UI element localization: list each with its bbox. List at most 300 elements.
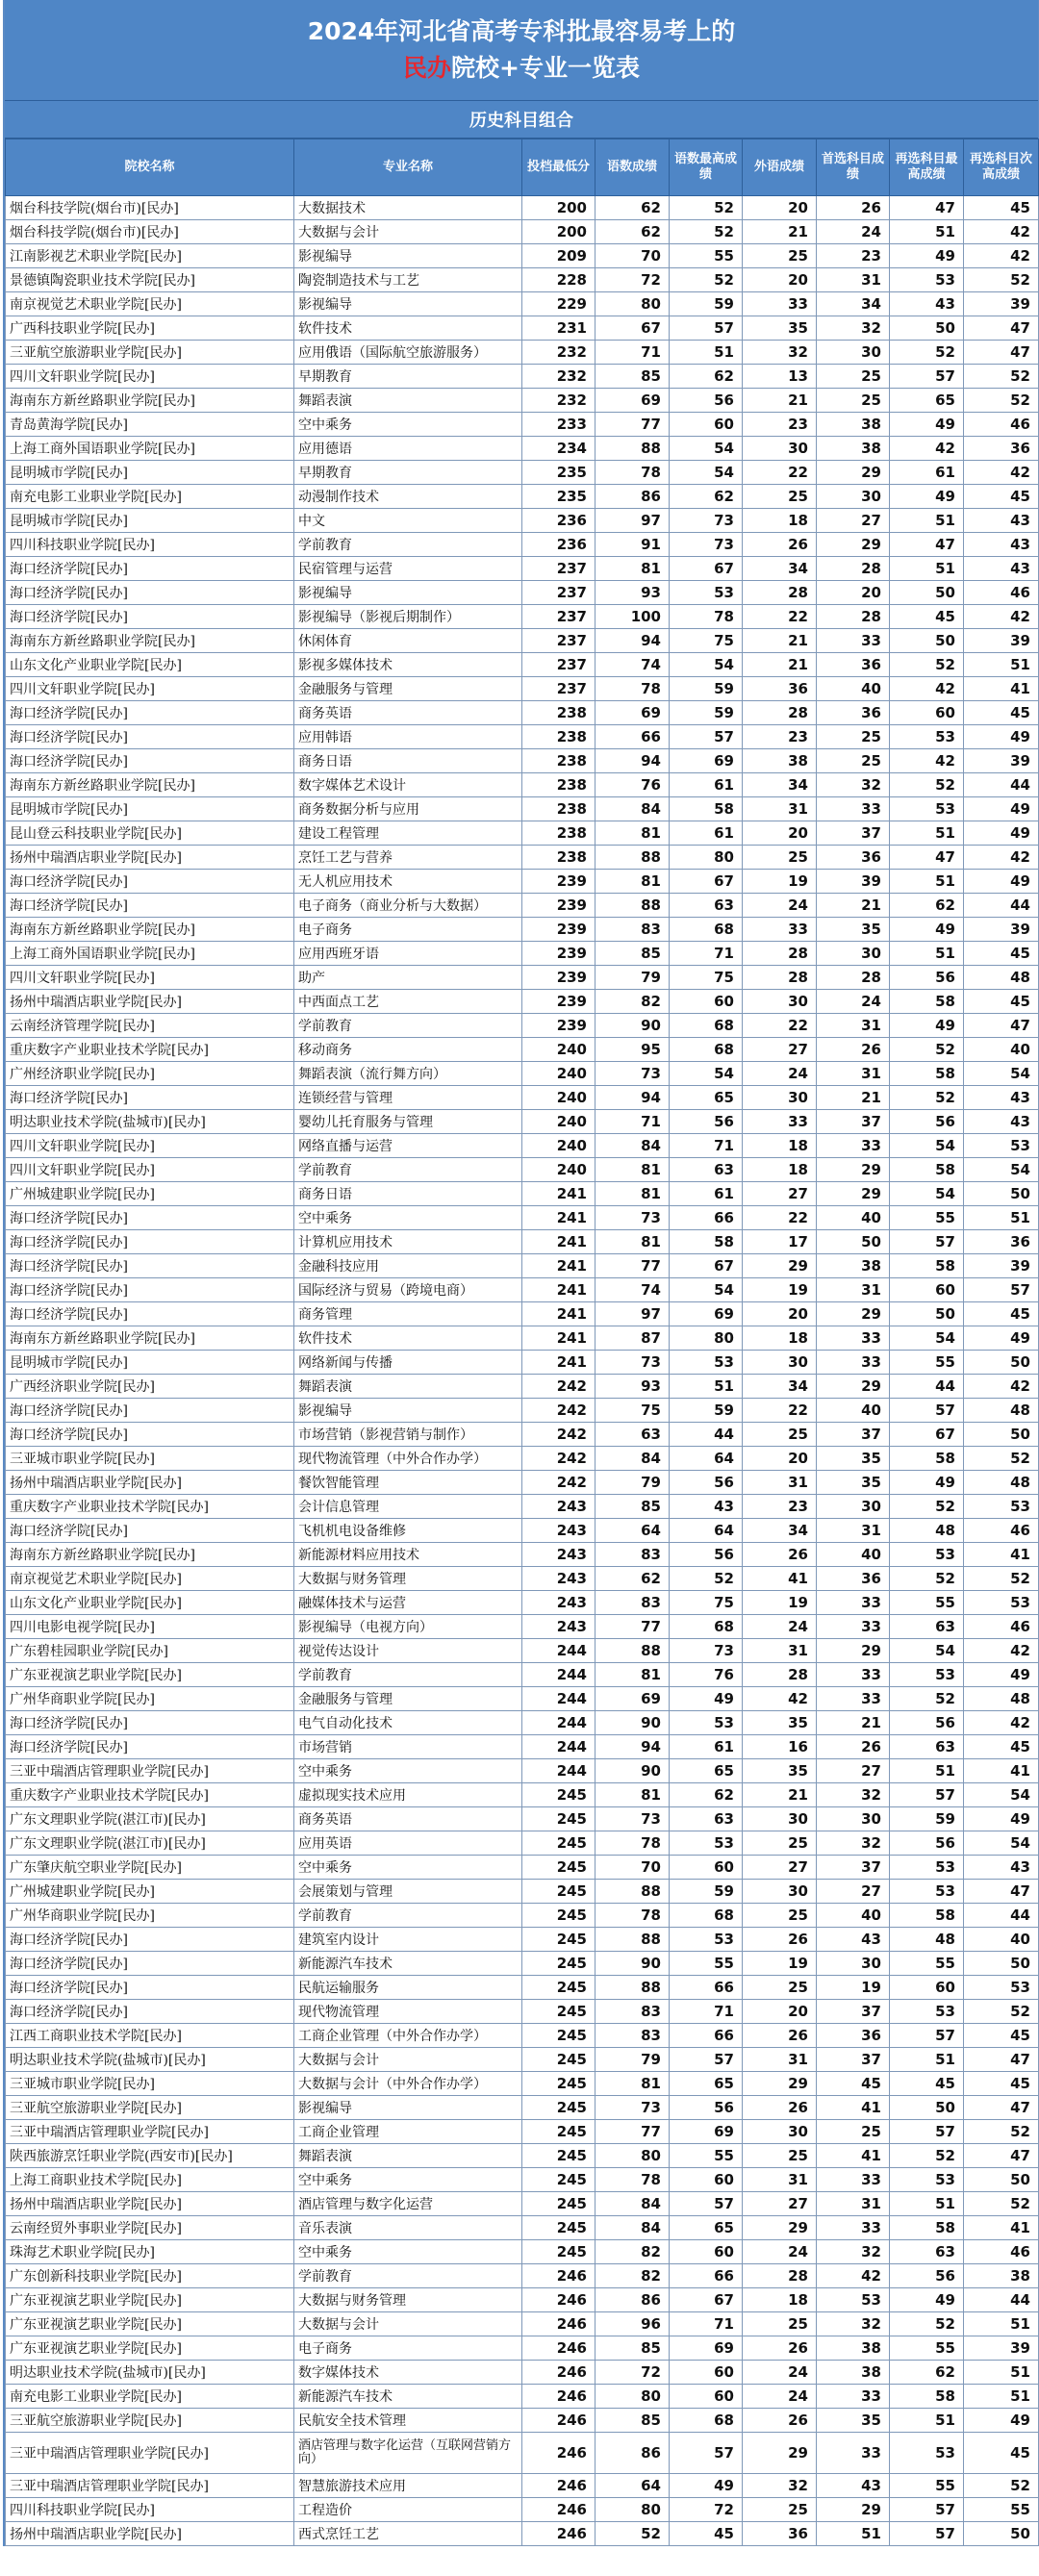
first-subject-cell: 42 [817, 2264, 890, 2288]
foreign-language-cell: 22 [743, 1014, 817, 1038]
major-cell: 电气自动化技术 [294, 1711, 522, 1735]
table-row [6, 1976, 1039, 2000]
first-subject-cell: 24 [817, 990, 890, 1014]
elective-max-cell: 62 [890, 2361, 964, 2385]
table-row [6, 1687, 1039, 1711]
table-row [6, 2433, 1039, 2474]
foreign-language-cell: 20 [743, 821, 817, 846]
foreign-language-cell: 22 [743, 605, 817, 629]
chinese-math-max-cell: 53 [670, 1711, 743, 1735]
table-row [6, 2312, 1039, 2336]
elective-second-cell: 53 [964, 1134, 1039, 1158]
first-subject-cell: 31 [817, 1062, 890, 1086]
foreign-language-cell: 30 [743, 1880, 817, 1904]
elective-second-cell: 48 [964, 1687, 1039, 1711]
major-cell: 市场营销（影视营销与制作） [294, 1423, 522, 1447]
elective-second-cell: 45 [964, 2433, 1039, 2474]
foreign-language-cell: 31 [743, 1639, 817, 1663]
chinese-math-cell: 73 [596, 1206, 670, 1230]
foreign-language-cell: 30 [743, 2120, 817, 2144]
foreign-language-cell: 31 [743, 1471, 817, 1495]
foreign-language-cell: 22 [743, 1399, 817, 1423]
first-subject-cell: 33 [817, 2433, 890, 2474]
table-row [6, 2120, 1039, 2144]
elective-max-cell: 42 [890, 749, 964, 773]
foreign-language-cell: 25 [743, 2498, 817, 2522]
elective-second-cell: 47 [964, 2144, 1039, 2168]
chinese-math-max-cell: 60 [670, 990, 743, 1014]
first-subject-cell: 33 [817, 2168, 890, 2192]
foreign-language-cell: 18 [743, 509, 817, 533]
major-cell: 计算机应用技术 [294, 1230, 522, 1254]
school-cell: 广东肇庆航空职业学院[民办] [6, 1856, 294, 1880]
elective-second-cell: 41 [964, 677, 1039, 701]
first-subject-cell: 43 [817, 2474, 890, 2498]
major-cell: 学前教育 [294, 1904, 522, 1928]
table-row [6, 2048, 1039, 2072]
table-row [6, 2409, 1039, 2433]
foreign-language-cell: 27 [743, 1038, 817, 1062]
elective-second-cell: 48 [964, 1399, 1039, 1423]
chinese-math-max-cell: 68 [670, 1615, 743, 1639]
elective-second-cell: 49 [964, 725, 1039, 749]
major-cell: 新能源汽车技术 [294, 2385, 522, 2409]
school-cell: 海口经济学院[民办] [6, 1302, 294, 1326]
min-score-cell: 237 [522, 629, 596, 653]
elective-second-cell: 51 [964, 2361, 1039, 2385]
school-cell: 明达职业技术学院(盐城市)[民办] [6, 2361, 294, 2385]
table-row [6, 268, 1039, 292]
elective-max-cell: 42 [890, 677, 964, 701]
min-score-cell: 235 [522, 485, 596, 509]
chinese-math-max-cell: 75 [670, 966, 743, 990]
min-score-cell: 235 [522, 461, 596, 485]
min-score-cell: 245 [522, 2048, 596, 2072]
chinese-math-max-cell: 56 [670, 389, 743, 413]
chinese-math-cell: 94 [596, 749, 670, 773]
min-score-cell: 243 [522, 1567, 596, 1591]
foreign-language-cell: 24 [743, 2385, 817, 2409]
elective-second-cell: 54 [964, 1158, 1039, 1182]
major-cell: 西式烹饪工艺 [294, 2522, 522, 2546]
school-cell: 三亚中瑞酒店管理职业学院[民办] [6, 1759, 294, 1783]
elective-second-cell: 52 [964, 1447, 1039, 1471]
elective-second-cell: 47 [964, 1880, 1039, 1904]
chinese-math-cell: 85 [596, 2409, 670, 2433]
elective-max-cell: 51 [890, 509, 964, 533]
table-row [6, 2288, 1039, 2312]
school-cell: 四川文轩职业学院[民办] [6, 1158, 294, 1182]
first-subject-cell: 53 [817, 2288, 890, 2312]
elective-second-cell: 45 [964, 942, 1039, 966]
first-subject-cell: 36 [817, 846, 890, 870]
first-subject-cell: 26 [817, 1038, 890, 1062]
elective-max-cell: 49 [890, 918, 964, 942]
elective-max-cell: 63 [890, 1615, 964, 1639]
first-subject-cell: 29 [817, 1375, 890, 1399]
chinese-math-max-cell: 67 [670, 870, 743, 894]
foreign-language-cell: 36 [743, 677, 817, 701]
min-score-cell: 200 [522, 196, 596, 220]
elective-second-cell: 39 [964, 629, 1039, 653]
min-score-cell: 239 [522, 1014, 596, 1038]
chinese-math-cell: 81 [596, 1230, 670, 1254]
min-score-cell: 238 [522, 749, 596, 773]
table-row [6, 1519, 1039, 1543]
major-cell: 影视编导 [294, 581, 522, 605]
chinese-math-cell: 91 [596, 533, 670, 557]
foreign-language-cell: 41 [743, 1567, 817, 1591]
min-score-cell: 238 [522, 773, 596, 797]
major-cell: 早期教育 [294, 461, 522, 485]
table-row [6, 1230, 1039, 1254]
min-score-cell: 246 [522, 2312, 596, 2336]
foreign-language-cell: 25 [743, 244, 817, 268]
table-row [6, 1278, 1039, 1302]
min-score-cell: 237 [522, 557, 596, 581]
chinese-math-cell: 83 [596, 1591, 670, 1615]
min-score-cell: 246 [522, 2264, 596, 2288]
elective-second-cell: 41 [964, 2216, 1039, 2240]
first-subject-cell: 37 [817, 2000, 890, 2024]
major-cell: 休闲体育 [294, 629, 522, 653]
elective-max-cell: 52 [890, 1038, 964, 1062]
school-cell: 广东文理职业学院(湛江市)[民办] [6, 1831, 294, 1856]
foreign-language-cell: 32 [743, 341, 817, 365]
school-cell: 海口经济学院[民办] [6, 1423, 294, 1447]
major-cell: 影视编导（影视后期制作） [294, 605, 522, 629]
first-subject-cell: 31 [817, 1278, 890, 1302]
first-subject-cell: 32 [817, 316, 890, 341]
table-row [6, 2361, 1039, 2385]
min-score-cell: 241 [522, 1278, 596, 1302]
chinese-math-cell: 64 [596, 2474, 670, 2498]
min-score-cell: 244 [522, 1639, 596, 1663]
major-cell: 学前教育 [294, 2264, 522, 2288]
foreign-language-cell: 33 [743, 292, 817, 316]
school-cell: 重庆数字产业职业技术学院[民办] [6, 1038, 294, 1062]
major-cell: 金融服务与管理 [294, 1687, 522, 1711]
min-score-cell: 245 [522, 1880, 596, 1904]
table-row [6, 1423, 1039, 1447]
elective-max-cell: 56 [890, 2264, 964, 2288]
first-subject-cell: 41 [817, 2096, 890, 2120]
school-cell: 海口经济学院[民办] [6, 1278, 294, 1302]
elective-second-cell: 43 [964, 557, 1039, 581]
table-row [6, 1880, 1039, 1904]
school-cell: 扬州中瑞酒店职业学院[民办] [6, 2192, 294, 2216]
chinese-math-max-cell: 69 [670, 2120, 743, 2144]
elective-second-cell: 49 [964, 2409, 1039, 2433]
school-cell: 海口经济学院[民办] [6, 749, 294, 773]
chinese-math-cell: 78 [596, 1831, 670, 1856]
chinese-math-max-cell: 60 [670, 2240, 743, 2264]
chinese-math-cell: 75 [596, 1399, 670, 1423]
elective-max-cell: 52 [890, 2144, 964, 2168]
school-cell: 广东亚视演艺职业学院[民办] [6, 1663, 294, 1687]
first-subject-cell: 35 [817, 2409, 890, 2433]
elective-max-cell: 54 [890, 1182, 964, 1206]
chinese-math-cell: 63 [596, 1423, 670, 1447]
school-cell: 上海工商外国语职业学院[民办] [6, 942, 294, 966]
first-subject-cell: 21 [817, 894, 890, 918]
first-subject-cell: 25 [817, 365, 890, 389]
min-score-cell: 246 [522, 2522, 596, 2546]
table-row [6, 1038, 1039, 1062]
elective-second-cell: 45 [964, 196, 1039, 220]
school-cell: 珠海艺术职业学院[民办] [6, 2240, 294, 2264]
chinese-math-max-cell: 53 [670, 1831, 743, 1856]
chinese-math-max-cell: 51 [670, 1375, 743, 1399]
major-cell: 电子商务 [294, 918, 522, 942]
table-row [6, 870, 1039, 894]
chinese-math-max-cell: 66 [670, 2024, 743, 2048]
table-row [6, 1928, 1039, 1952]
school-cell: 海口经济学院[民办] [6, 1928, 294, 1952]
foreign-language-cell: 25 [743, 1904, 817, 1928]
min-score-cell: 245 [522, 1856, 596, 1880]
min-score-cell: 246 [522, 2409, 596, 2433]
foreign-language-cell: 29 [743, 2433, 817, 2474]
chinese-math-cell: 78 [596, 2168, 670, 2192]
foreign-language-cell: 28 [743, 966, 817, 990]
table-row [6, 1351, 1039, 1375]
elective-max-cell: 53 [890, 1856, 964, 1880]
foreign-language-cell: 19 [743, 870, 817, 894]
min-score-cell: 232 [522, 365, 596, 389]
elective-second-cell: 52 [964, 389, 1039, 413]
elective-second-cell: 50 [964, 2522, 1039, 2546]
table-row [6, 316, 1039, 341]
table-row [6, 1567, 1039, 1591]
foreign-language-cell: 20 [743, 1447, 817, 1471]
elective-second-cell: 43 [964, 533, 1039, 557]
elective-second-cell: 42 [964, 1375, 1039, 1399]
table-row [6, 2240, 1039, 2264]
header-row [6, 139, 1039, 196]
school-cell: 南充电影工业职业学院[民办] [6, 485, 294, 509]
min-score-cell: 228 [522, 268, 596, 292]
elective-second-cell: 50 [964, 2168, 1039, 2192]
elective-max-cell: 52 [890, 653, 964, 677]
table-row [6, 461, 1039, 485]
chinese-math-max-cell: 69 [670, 1302, 743, 1326]
min-score-cell: 244 [522, 1687, 596, 1711]
table-row [6, 1952, 1039, 1976]
chinese-math-max-cell: 60 [670, 2168, 743, 2192]
chinese-math-cell: 66 [596, 725, 670, 749]
chinese-math-cell: 72 [596, 2361, 670, 2385]
elective-second-cell: 45 [964, 2072, 1039, 2096]
chinese-math-cell: 85 [596, 942, 670, 966]
foreign-language-cell: 16 [743, 1735, 817, 1759]
chinese-math-cell: 79 [596, 966, 670, 990]
major-cell: 数字媒体技术 [294, 2361, 522, 2385]
major-cell: 学前教育 [294, 1158, 522, 1182]
col-header-school: 院校名称 [6, 139, 294, 196]
foreign-language-cell: 23 [743, 725, 817, 749]
min-score-cell: 236 [522, 533, 596, 557]
major-cell: 连锁经营与管理 [294, 1086, 522, 1110]
min-score-cell: 240 [522, 1134, 596, 1158]
chinese-math-cell: 88 [596, 894, 670, 918]
table-row [6, 918, 1039, 942]
major-cell: 早期教育 [294, 365, 522, 389]
elective-second-cell: 45 [964, 2024, 1039, 2048]
school-cell: 南京视觉艺术职业学院[民办] [6, 1567, 294, 1591]
chinese-math-max-cell: 65 [670, 2072, 743, 2096]
chinese-math-max-cell: 54 [670, 653, 743, 677]
school-cell: 云南经贸外事职业学院[民办] [6, 2216, 294, 2240]
first-subject-cell: 29 [817, 1302, 890, 1326]
chinese-math-cell: 62 [596, 1567, 670, 1591]
school-cell: 海口经济学院[民办] [6, 1206, 294, 1230]
table-row [6, 2024, 1039, 2048]
chinese-math-max-cell: 61 [670, 773, 743, 797]
elective-second-cell: 47 [964, 1014, 1039, 1038]
elective-max-cell: 57 [890, 2522, 964, 2546]
elective-max-cell: 45 [890, 605, 964, 629]
school-cell: 扬州中瑞酒店职业学院[民办] [6, 990, 294, 1014]
elective-second-cell: 49 [964, 1807, 1039, 1831]
major-cell: 建设工程管理 [294, 821, 522, 846]
chinese-math-max-cell: 71 [670, 942, 743, 966]
table-row [6, 1158, 1039, 1182]
school-cell: 海口经济学院[民办] [6, 1952, 294, 1976]
elective-max-cell: 50 [890, 2096, 964, 2120]
school-cell: 海口经济学院[民办] [6, 701, 294, 725]
foreign-language-cell: 34 [743, 557, 817, 581]
chinese-math-cell: 83 [596, 2024, 670, 2048]
elective-second-cell: 39 [964, 2336, 1039, 2361]
first-subject-cell: 36 [817, 701, 890, 725]
first-subject-cell: 29 [817, 461, 890, 485]
chinese-math-cell: 77 [596, 1615, 670, 1639]
min-score-cell: 237 [522, 581, 596, 605]
min-score-cell: 245 [522, 1783, 596, 1807]
chinese-math-cell: 84 [596, 1447, 670, 1471]
major-cell: 餐饮智能管理 [294, 1471, 522, 1495]
score-sheet [3, 0, 1039, 2546]
table-row [6, 485, 1039, 509]
major-cell: 影视编导 [294, 1399, 522, 1423]
foreign-language-cell: 29 [743, 1254, 817, 1278]
elective-second-cell: 52 [964, 2474, 1039, 2498]
school-cell: 海口经济学院[民办] [6, 581, 294, 605]
major-cell: 网络直播与运营 [294, 1134, 522, 1158]
table-row [6, 341, 1039, 365]
min-score-cell: 241 [522, 1182, 596, 1206]
school-cell: 三亚航空旅游职业学院[民办] [6, 2096, 294, 2120]
chinese-math-max-cell: 53 [670, 1351, 743, 1375]
major-cell: 影视编导 [294, 292, 522, 316]
major-cell: 新能源汽车技术 [294, 1952, 522, 1976]
school-cell: 四川科技职业学院[民办] [6, 2498, 294, 2522]
min-score-cell: 243 [522, 1543, 596, 1567]
foreign-language-cell: 23 [743, 1495, 817, 1519]
min-score-cell: 246 [522, 2385, 596, 2409]
first-subject-cell: 30 [817, 1807, 890, 1831]
table-row [6, 2385, 1039, 2409]
chinese-math-cell: 81 [596, 870, 670, 894]
chinese-math-cell: 73 [596, 2096, 670, 2120]
first-subject-cell: 29 [817, 1158, 890, 1182]
major-cell: 无人机应用技术 [294, 870, 522, 894]
elective-max-cell: 56 [890, 966, 964, 990]
min-score-cell: 242 [522, 1375, 596, 1399]
chinese-math-cell: 90 [596, 1759, 670, 1783]
chinese-math-max-cell: 52 [670, 268, 743, 292]
chinese-math-max-cell: 61 [670, 1182, 743, 1206]
first-subject-cell: 36 [817, 653, 890, 677]
elective-second-cell: 53 [964, 1495, 1039, 1519]
chinese-math-cell: 83 [596, 2000, 670, 2024]
elective-max-cell: 49 [890, 1471, 964, 1495]
table-row [6, 1182, 1039, 1206]
chinese-math-max-cell: 71 [670, 2312, 743, 2336]
min-score-cell: 246 [522, 2288, 596, 2312]
table-row [6, 413, 1039, 437]
major-cell: 影视编导（电视方向） [294, 1615, 522, 1639]
foreign-language-cell: 35 [743, 316, 817, 341]
table-row [6, 942, 1039, 966]
elective-second-cell: 52 [964, 268, 1039, 292]
elective-max-cell: 48 [890, 1519, 964, 1543]
min-score-cell: 239 [522, 966, 596, 990]
elective-second-cell: 42 [964, 244, 1039, 268]
table-row [6, 557, 1039, 581]
major-cell: 大数据与财务管理 [294, 1567, 522, 1591]
elective-second-cell: 36 [964, 1230, 1039, 1254]
school-cell: 青岛黄海学院[民办] [6, 413, 294, 437]
elective-max-cell: 53 [890, 1543, 964, 1567]
chinese-math-max-cell: 45 [670, 2522, 743, 2546]
major-cell: 音乐表演 [294, 2216, 522, 2240]
first-subject-cell: 33 [817, 1591, 890, 1615]
school-cell: 三亚航空旅游职业学院[民办] [6, 341, 294, 365]
chinese-math-max-cell: 56 [670, 2096, 743, 2120]
table-row [6, 533, 1039, 557]
elective-second-cell: 47 [964, 2096, 1039, 2120]
school-cell: 海口经济学院[民办] [6, 605, 294, 629]
foreign-language-cell: 26 [743, 1928, 817, 1952]
foreign-language-cell: 18 [743, 2288, 817, 2312]
chinese-math-cell: 93 [596, 1375, 670, 1399]
table-row [6, 1471, 1039, 1495]
elective-max-cell: 53 [890, 797, 964, 821]
elective-max-cell: 52 [890, 341, 964, 365]
chinese-math-max-cell: 62 [670, 365, 743, 389]
first-subject-cell: 29 [817, 2498, 890, 2522]
first-subject-cell: 45 [817, 2072, 890, 2096]
elective-max-cell: 62 [890, 894, 964, 918]
elective-max-cell: 47 [890, 533, 964, 557]
chinese-math-max-cell: 57 [670, 2192, 743, 2216]
elective-second-cell: 45 [964, 485, 1039, 509]
elective-max-cell: 55 [890, 2474, 964, 2498]
school-cell: 广州城建职业学院[民办] [6, 1182, 294, 1206]
chinese-math-cell: 73 [596, 1062, 670, 1086]
chinese-math-max-cell: 52 [670, 1567, 743, 1591]
major-cell: 影视编导 [294, 244, 522, 268]
min-score-cell: 245 [522, 2000, 596, 2024]
elective-max-cell: 54 [890, 1639, 964, 1663]
school-cell: 山东文化产业职业学院[民办] [6, 653, 294, 677]
elective-max-cell: 49 [890, 2288, 964, 2312]
col-header-first-subject: 首选科目成绩 [817, 139, 890, 196]
chinese-math-max-cell: 54 [670, 1278, 743, 1302]
min-score-cell: 245 [522, 2024, 596, 2048]
